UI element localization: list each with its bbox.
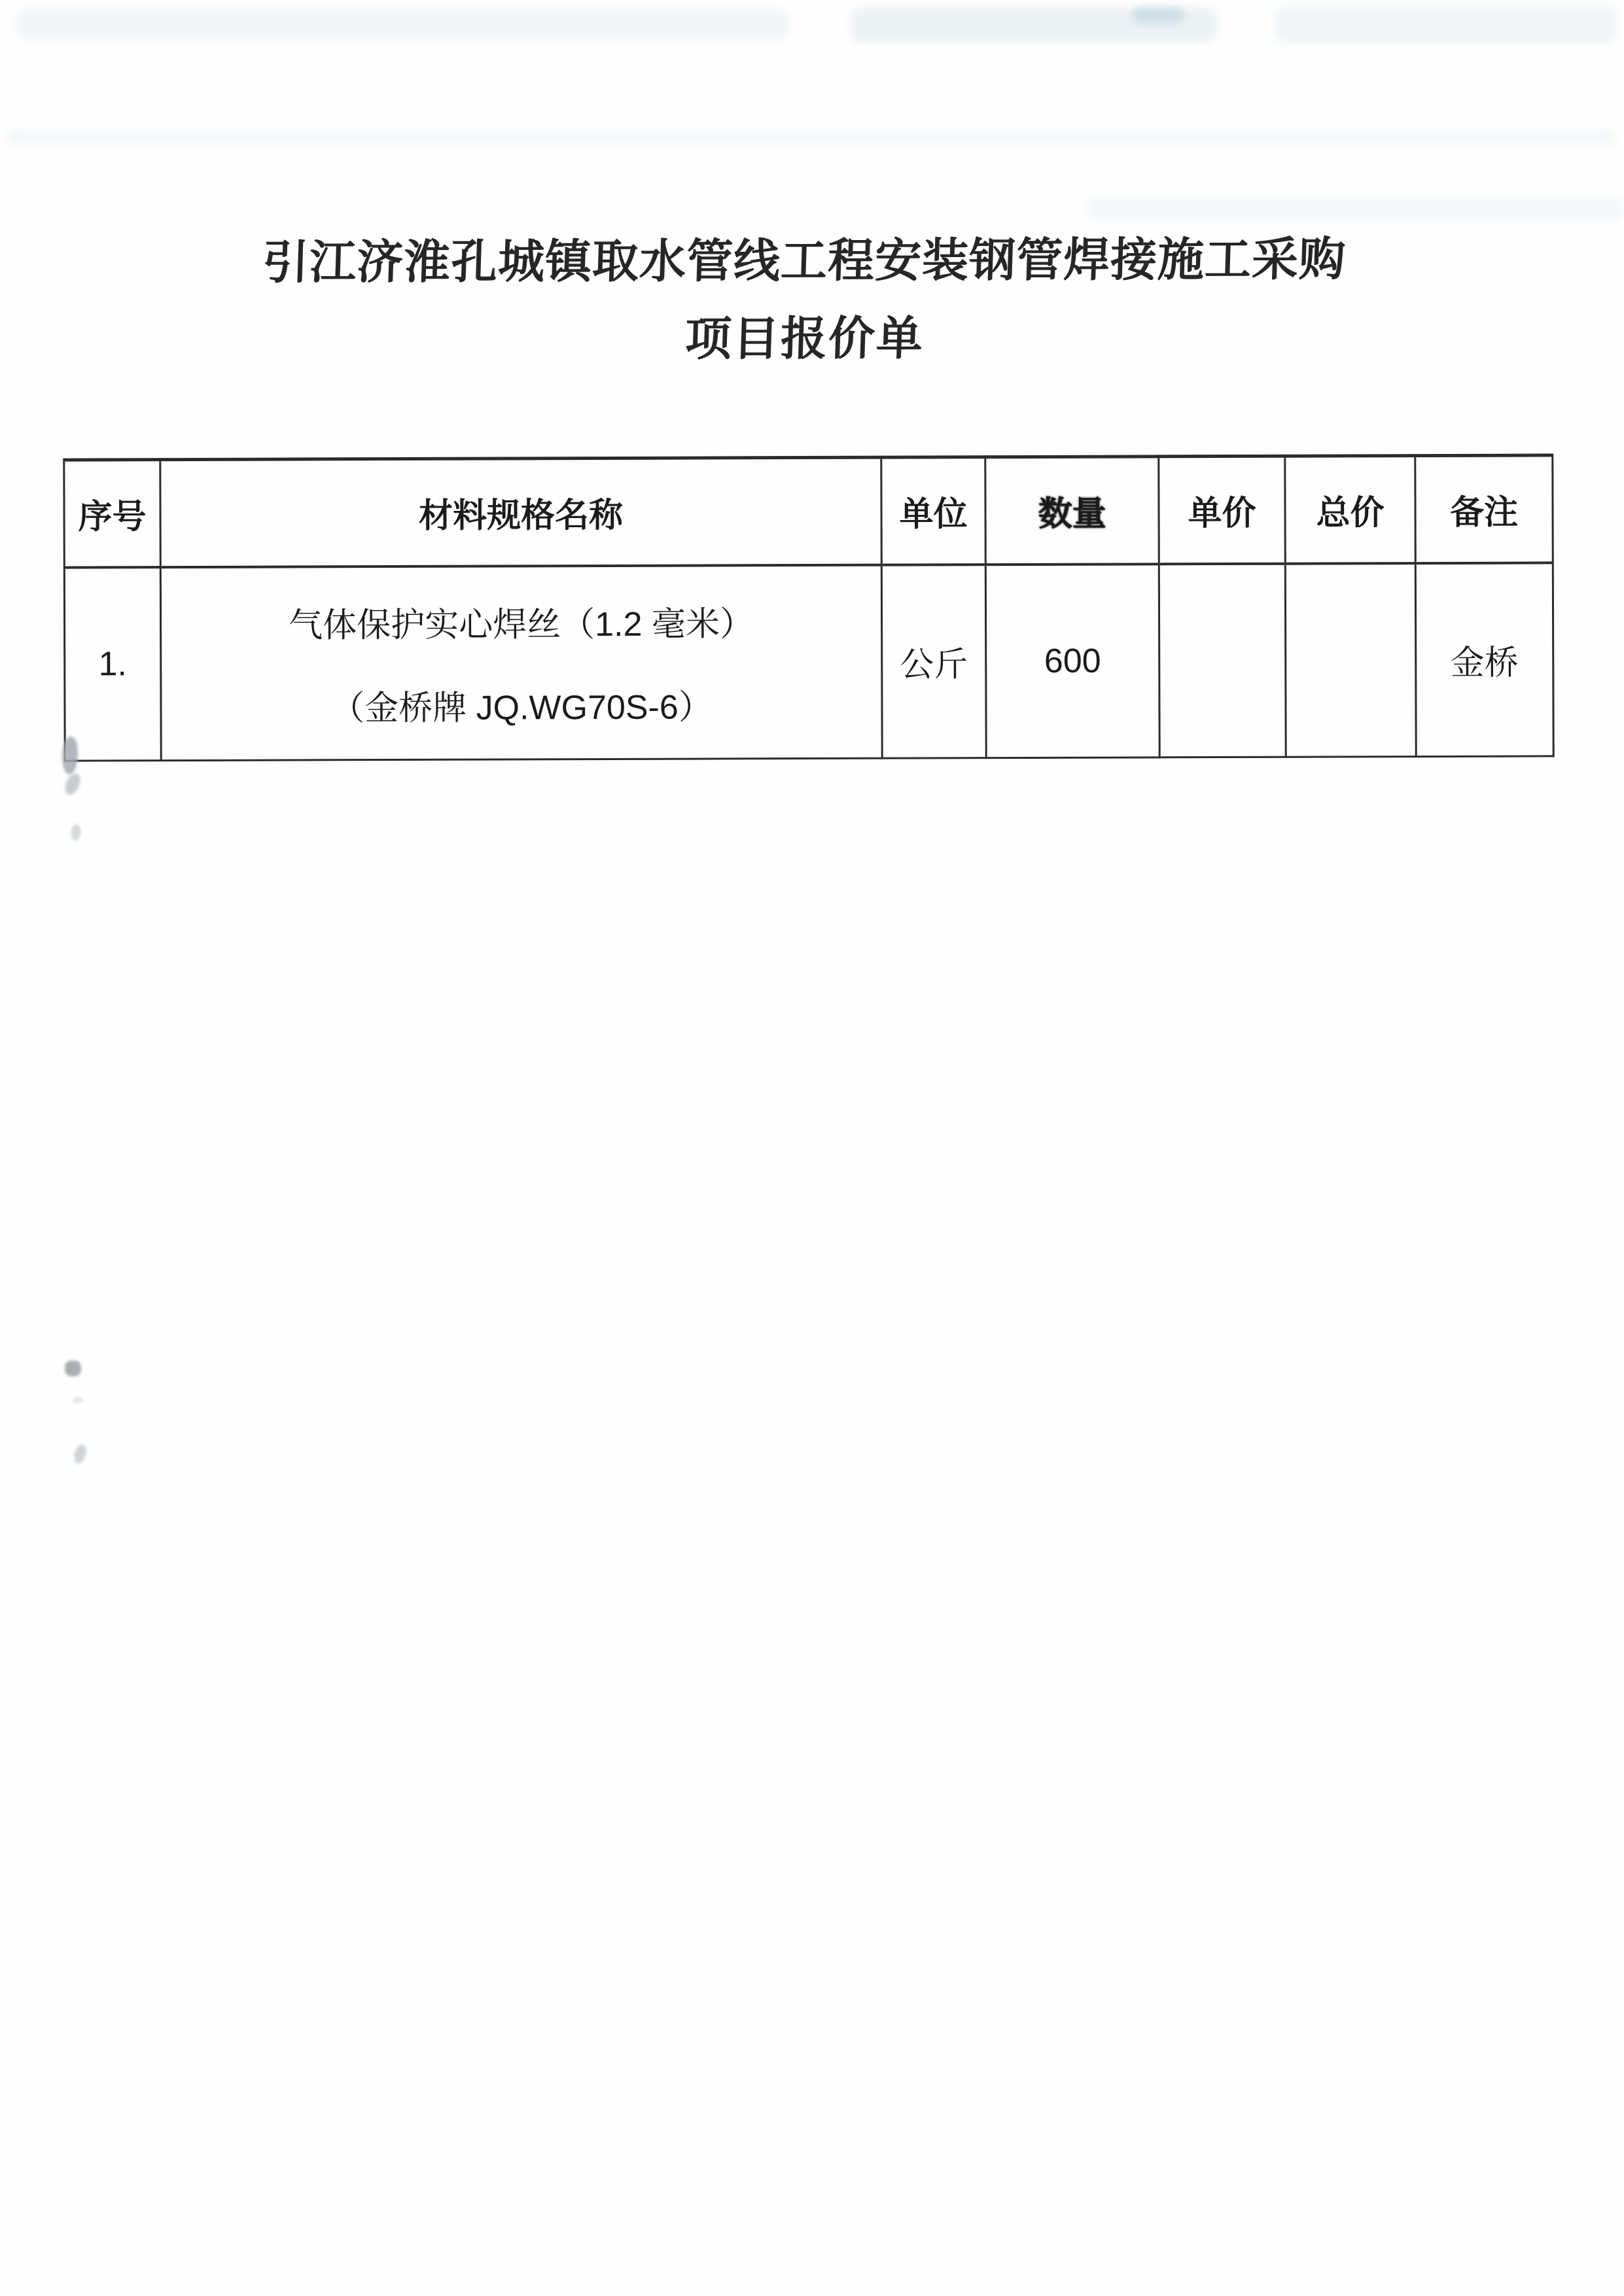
document-title-line2: 项目报价单 (684, 313, 925, 366)
quotation-table (63, 453, 1554, 761)
material-name-line1: 气体保护实心焊丝（1.2 毫米） (289, 605, 754, 645)
material-name-line2: （金桥牌 JQ.WG70S-6） (330, 688, 713, 728)
table-header-row (64, 455, 1553, 567)
cell-remark: 金桥 (1415, 563, 1553, 757)
cell-unit: 公斤 (881, 565, 986, 758)
cell-unit-price (1159, 563, 1286, 757)
cell-total-price (1285, 563, 1416, 757)
material-name-lines (162, 595, 881, 729)
cell-material-spec-name (160, 565, 882, 760)
header-unit-price: 单价 (1159, 456, 1286, 564)
document-title-line1: 引江济淮孔城镇取水管线工程安装钢管焊接施工采购 (261, 234, 1347, 289)
table-row (64, 563, 1553, 761)
header-total-price: 总价 (1285, 456, 1416, 564)
header-unit: 单位 (881, 457, 986, 565)
header-seq: 序号 (64, 460, 161, 567)
header-quantity: 数量 (985, 457, 1159, 565)
cell-quantity: 600 (985, 564, 1159, 758)
header-remark: 备注 (1415, 455, 1553, 563)
header-material-spec-name: 材料规格名称 (160, 457, 882, 566)
cell-seq: 1. (64, 567, 161, 761)
